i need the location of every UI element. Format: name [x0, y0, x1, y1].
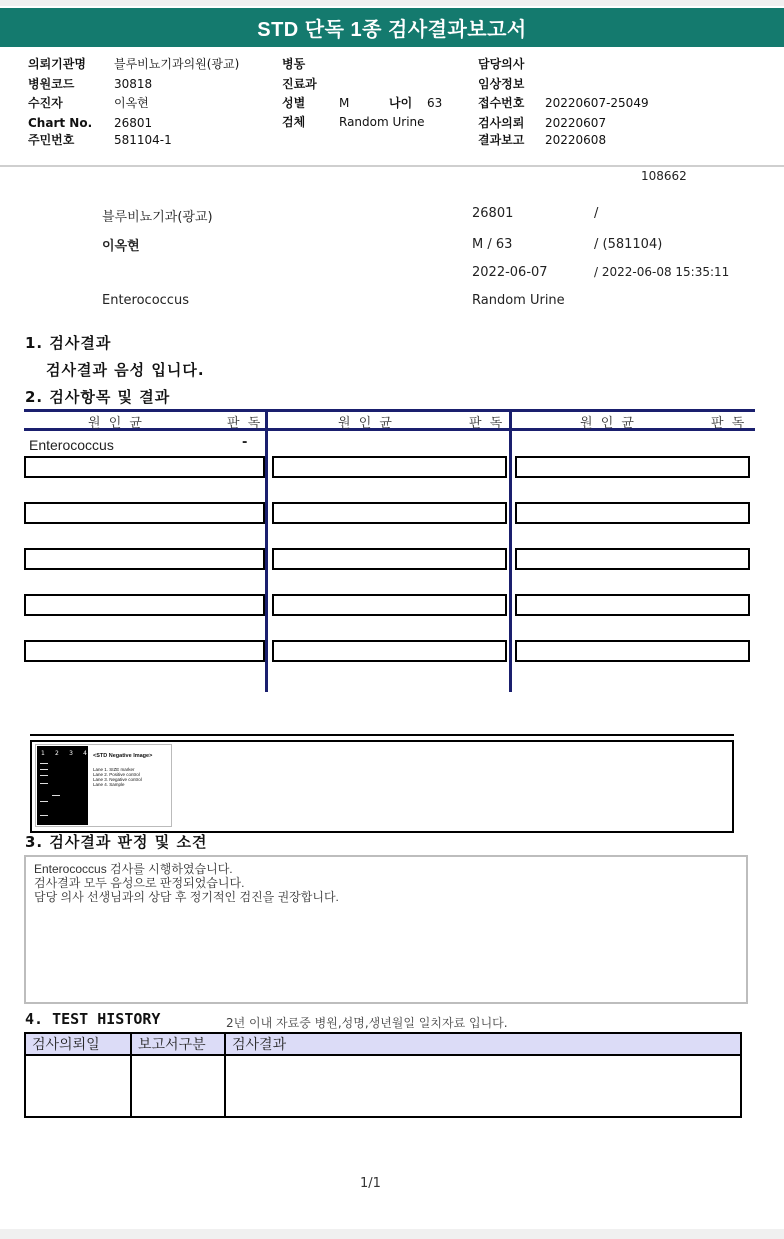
result-box	[24, 640, 265, 662]
lane-number: 3	[69, 750, 73, 757]
image-top-rule	[30, 734, 734, 736]
section1-result: 검사결과 음성 입니다.	[46, 361, 205, 379]
ward-label: 병동	[282, 57, 306, 71]
lane-number: 1	[41, 750, 45, 757]
result-box	[515, 640, 750, 662]
report-title: STD 단독 1종 검사결과보고서	[0, 8, 784, 47]
history-cell	[225, 1055, 741, 1117]
hospital-code-value: 30818	[114, 77, 153, 91]
summary-test-name: Enterococcus	[102, 293, 189, 308]
gel-band	[40, 801, 48, 802]
report-code: 108662	[641, 169, 687, 183]
gel-legend-item: Lane 3. Negative control	[93, 777, 142, 782]
col-header-pathogen: 원 인 균	[580, 416, 636, 431]
history-table	[24, 1032, 742, 1118]
sex-value: M	[339, 96, 350, 110]
age-label: 나이	[389, 96, 413, 110]
summary-birth: / (581104)	[594, 237, 663, 252]
institution-value: 블루비뇨기과의원(광교)	[114, 57, 240, 71]
col-header-judgement: 판 독	[469, 416, 505, 431]
summary-name: 이옥현	[102, 239, 140, 254]
summary-request-date: 2022-06-07	[472, 265, 548, 280]
request-value: 20220607	[545, 116, 607, 130]
dept-label: 진료과	[282, 77, 317, 91]
col-header-judgement: 판 독	[711, 416, 747, 431]
result-box	[272, 548, 507, 570]
col-header-pathogen: 원 인 균	[338, 416, 394, 431]
gel-lane-numbers	[41, 750, 87, 757]
institution-label: 의뢰기관명	[28, 57, 86, 71]
chart-label: Chart No.	[28, 116, 93, 130]
hospital-code-label: 병원코드	[28, 77, 75, 91]
gel-band	[40, 783, 48, 784]
opinion-line: Enterococcus 검사를 시행하였습니다.	[34, 862, 233, 876]
result-box	[515, 502, 750, 524]
gel-band	[52, 795, 60, 796]
gel-photo	[37, 746, 88, 825]
gel-band	[40, 775, 48, 776]
result-box	[515, 456, 750, 478]
doctor-label: 담당의사	[478, 57, 525, 71]
bottom-strip	[0, 1229, 784, 1239]
result-box	[272, 456, 507, 478]
gel-image	[35, 744, 172, 827]
clinical-label: 임상정보	[478, 77, 525, 91]
result-box	[24, 456, 265, 478]
summary-slash: /	[594, 206, 599, 221]
col-header-pathogen: 원 인 균	[88, 416, 144, 431]
resident-label: 주민번호	[28, 133, 75, 147]
opinion-line: 담당 의사 선생님과의 상담 후 정기적인 검진을 권장합니다.	[34, 890, 339, 904]
history-note: 2년 이내 자료중 병원,성명,생년월일 일치자료 입니다.	[226, 1016, 508, 1030]
gel-band	[40, 815, 48, 816]
receipt-value: 20220607-25049	[545, 96, 649, 110]
table-row	[25, 1055, 741, 1117]
result-box	[272, 594, 507, 616]
opinion-box	[24, 855, 748, 1004]
result-box	[24, 594, 265, 616]
gel-legend-item: Lane 2. Positive control	[93, 772, 140, 777]
lane-number: 4	[83, 750, 87, 757]
result-box	[515, 594, 750, 616]
gel-legend-item: Lane 1. SIZE marker	[93, 767, 135, 772]
summary-chart: 26801	[472, 206, 514, 221]
summary-sex-age: M / 63	[472, 237, 513, 252]
report-date-value: 20220608	[545, 133, 607, 147]
history-col-report-type: 보고서구분	[131, 1033, 225, 1055]
section3-heading: 3. 검사결과 판정 및 소견	[25, 833, 208, 851]
gel-legend-item: Lane 4. Sample	[93, 782, 125, 787]
chart-value: 26801	[114, 116, 153, 130]
request-label: 검사의뢰	[478, 116, 525, 130]
result-box	[24, 502, 265, 524]
resident-value: 581104-1	[114, 133, 172, 147]
specimen-value: Random Urine	[339, 115, 425, 129]
patient-value: 이옥현	[114, 96, 149, 110]
gel-caption: <STD Negative Image>	[93, 753, 153, 759]
section2-heading: 2. 검사항목 및 결과	[25, 388, 171, 406]
col-header-judgement: 판 독	[227, 416, 263, 431]
section4-heading: 4. TEST HISTORY	[25, 1010, 161, 1028]
history-cell	[131, 1055, 225, 1117]
lane-number: 2	[55, 750, 59, 757]
gel-legend	[93, 767, 142, 787]
age-value: 63	[427, 96, 443, 110]
top-strip	[0, 0, 784, 6]
history-cell	[25, 1055, 131, 1117]
report-date-label: 결과보고	[478, 133, 525, 147]
history-col-request-date: 검사의뢰일	[25, 1033, 131, 1055]
result-item-name: Enterococcus	[29, 437, 114, 453]
result-box	[515, 548, 750, 570]
result-item-value: -	[242, 435, 248, 450]
column-divider	[509, 409, 512, 692]
opinion-line: 검사결과 모두 음성으로 판정되었습니다.	[34, 876, 245, 890]
sex-label: 성별	[282, 96, 306, 110]
summary-specimen: Random Urine	[472, 293, 565, 308]
patient-label: 수진자	[28, 96, 63, 110]
result-box	[272, 502, 507, 524]
column-divider	[265, 409, 268, 692]
gel-band	[40, 769, 48, 770]
summary-clinic: 블루비뇨기과(광교)	[102, 210, 213, 225]
header-divider	[0, 165, 784, 167]
receipt-label: 접수번호	[478, 96, 525, 110]
result-box	[24, 548, 265, 570]
gel-band	[40, 763, 48, 764]
section1-heading: 1. 검사결과	[25, 334, 112, 352]
result-box	[272, 640, 507, 662]
specimen-label: 검체	[282, 115, 306, 129]
page-number: 1/1	[360, 1176, 381, 1191]
summary-report-datetime: / 2022-06-08 15:35:11	[594, 265, 730, 279]
history-col-result: 검사결과	[225, 1033, 741, 1055]
